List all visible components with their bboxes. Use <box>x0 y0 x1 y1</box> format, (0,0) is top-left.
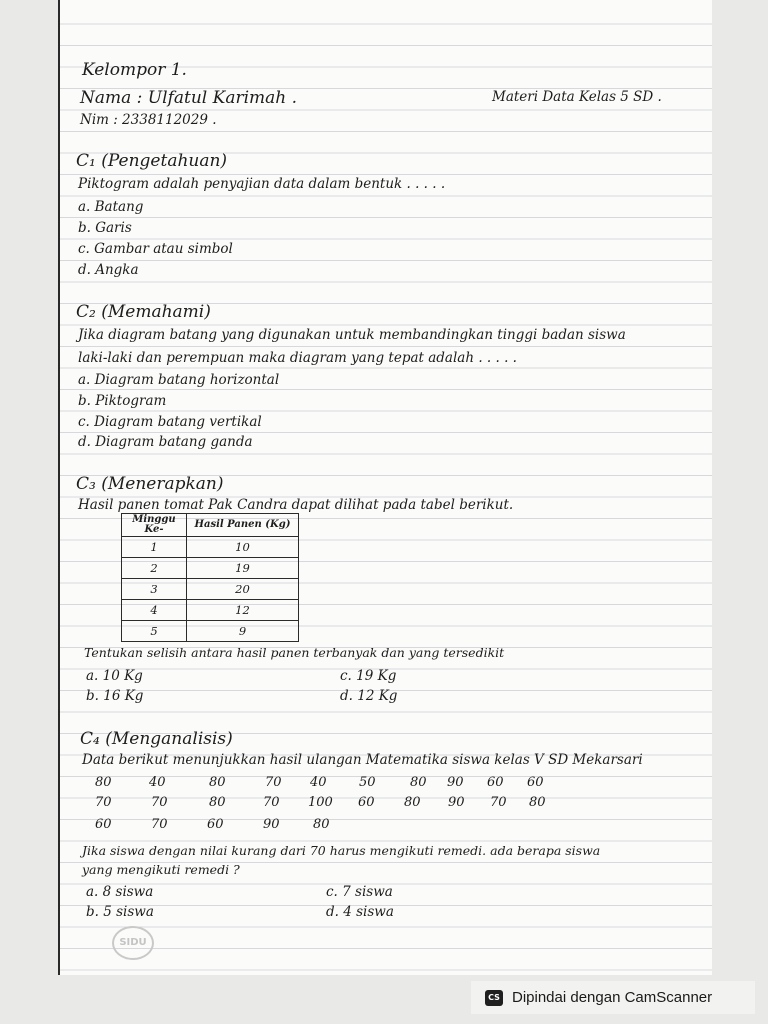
c4-intro: Data berikut menunjukkan hasil ulangan Matematika siswa kelas V SD Mekarsari <box>82 752 643 768</box>
c1-option-d: d. Angka <box>78 262 139 278</box>
data-value: 70 <box>151 817 168 832</box>
data-value: 90 <box>263 817 280 832</box>
table-header-harvest: Hasil Panen (Kg) <box>187 514 299 537</box>
table-row <box>122 621 299 642</box>
c4-heading: C₄ (Menganalisis) <box>80 729 233 749</box>
table-cell-week: 5 <box>122 621 187 642</box>
table-row <box>122 579 299 600</box>
c2-heading: C₂ (Memahami) <box>76 302 211 322</box>
c4-option-d: d. 4 siswa <box>326 904 394 920</box>
table-cell-harvest: 10 <box>187 537 299 558</box>
c3-question: Hasil panen tomat Pak Candra dapat dilihat pada tabel berikut. <box>78 497 514 513</box>
c4-option-a: a. 8 siswa <box>86 884 154 900</box>
data-value: 60 <box>358 795 375 810</box>
c2-question-line2: laki-laki dan perempuan maka diagram yang tepat adalah . . . . . <box>78 350 517 366</box>
data-value: 70 <box>265 775 282 790</box>
data-value: 80 <box>209 795 226 810</box>
c2-option-c: c. Diagram batang vertikal <box>78 414 262 430</box>
c3-heading: C₃ (Menerapkan) <box>76 474 224 494</box>
c1-option-c: c. Gambar atau simbol <box>78 241 233 257</box>
data-value: 70 <box>490 795 507 810</box>
table-cell-harvest: 9 <box>187 621 299 642</box>
c3-option-c: c. 19 Kg <box>340 668 397 684</box>
data-value: 80 <box>529 795 546 810</box>
data-value: 80 <box>313 817 330 832</box>
table-row <box>122 537 299 558</box>
table-row <box>122 600 299 621</box>
data-value: 80 <box>410 775 427 790</box>
data-value: 70 <box>95 795 112 810</box>
c2-question-line1: Jika diagram batang yang digunakan untuk membandingkan tinggi badan siswa <box>78 327 626 343</box>
table-cell-week: 2 <box>122 558 187 579</box>
table-cell-harvest: 12 <box>187 600 299 621</box>
data-value: 60 <box>95 817 112 832</box>
c2-option-b: b. Piktogram <box>78 393 167 409</box>
scanner-watermark <box>471 981 755 1014</box>
c2-option-d: d. Diagram batang ganda <box>78 434 253 450</box>
camscanner-logo-icon: CS <box>485 990 503 1006</box>
c1-option-b: b. Garis <box>78 220 132 236</box>
table-row <box>122 558 299 579</box>
c4-question-line2: yang mengikuti remedi ? <box>82 862 240 877</box>
data-value: 70 <box>151 795 168 810</box>
c3-question2: Tentukan selisih antara hasil panen terbanyak dan yang tersedikit <box>84 645 505 660</box>
table-cell-week: 4 <box>122 600 187 621</box>
scanner-label: Dipindai dengan CamScanner <box>512 989 713 1006</box>
table-cell-harvest: 20 <box>187 579 299 600</box>
data-value: 60 <box>207 817 224 832</box>
table-header-week: Minggu Ke- <box>122 514 187 537</box>
data-value: 60 <box>487 775 504 790</box>
data-value: 80 <box>209 775 226 790</box>
c1-question: Piktogram adalah penyajian data dalam bentuk . . . . . <box>78 176 446 192</box>
data-value: 100 <box>308 795 333 810</box>
c1-option-a: a. Batang <box>78 199 144 215</box>
c4-question-line1: Jika siswa dengan nilai kurang dari 70 harus mengikuti remedi. ada berapa siswa <box>82 843 601 858</box>
student-name: Nama : Ulfatul Karimah . <box>80 88 298 108</box>
student-nim: Nim : 2338112029 . <box>80 112 217 128</box>
subject-label: Materi Data Kelas 5 SD . <box>492 89 662 105</box>
notebook-page <box>58 0 712 975</box>
data-value: 60 <box>527 775 544 790</box>
c1-heading: C₁ (Pengetahuan) <box>76 151 228 171</box>
data-value: 90 <box>448 795 465 810</box>
table-header-row <box>122 514 299 537</box>
table-cell-week: 1 <box>122 537 187 558</box>
data-value: 40 <box>149 775 166 790</box>
data-value: 70 <box>263 795 280 810</box>
harvest-table <box>121 513 299 642</box>
c2-option-a: a. Diagram batang horizontal <box>78 372 280 388</box>
data-value: 80 <box>404 795 421 810</box>
table-cell-harvest: 19 <box>187 558 299 579</box>
notebook-logo-stamp: SIDU <box>112 926 154 960</box>
c4-option-c: c. 7 siswa <box>326 884 393 900</box>
c3-option-d: d. 12 Kg <box>340 688 398 704</box>
data-value: 50 <box>359 775 376 790</box>
c3-option-a: a. 10 Kg <box>86 668 143 684</box>
data-value: 80 <box>95 775 112 790</box>
table-cell-week: 3 <box>122 579 187 600</box>
data-value: 90 <box>447 775 464 790</box>
c3-option-b: b. 16 Kg <box>86 688 144 704</box>
data-value: 40 <box>310 775 327 790</box>
c4-option-b: b. 5 siswa <box>86 904 154 920</box>
page-heading: Kelompor 1. <box>82 60 187 80</box>
